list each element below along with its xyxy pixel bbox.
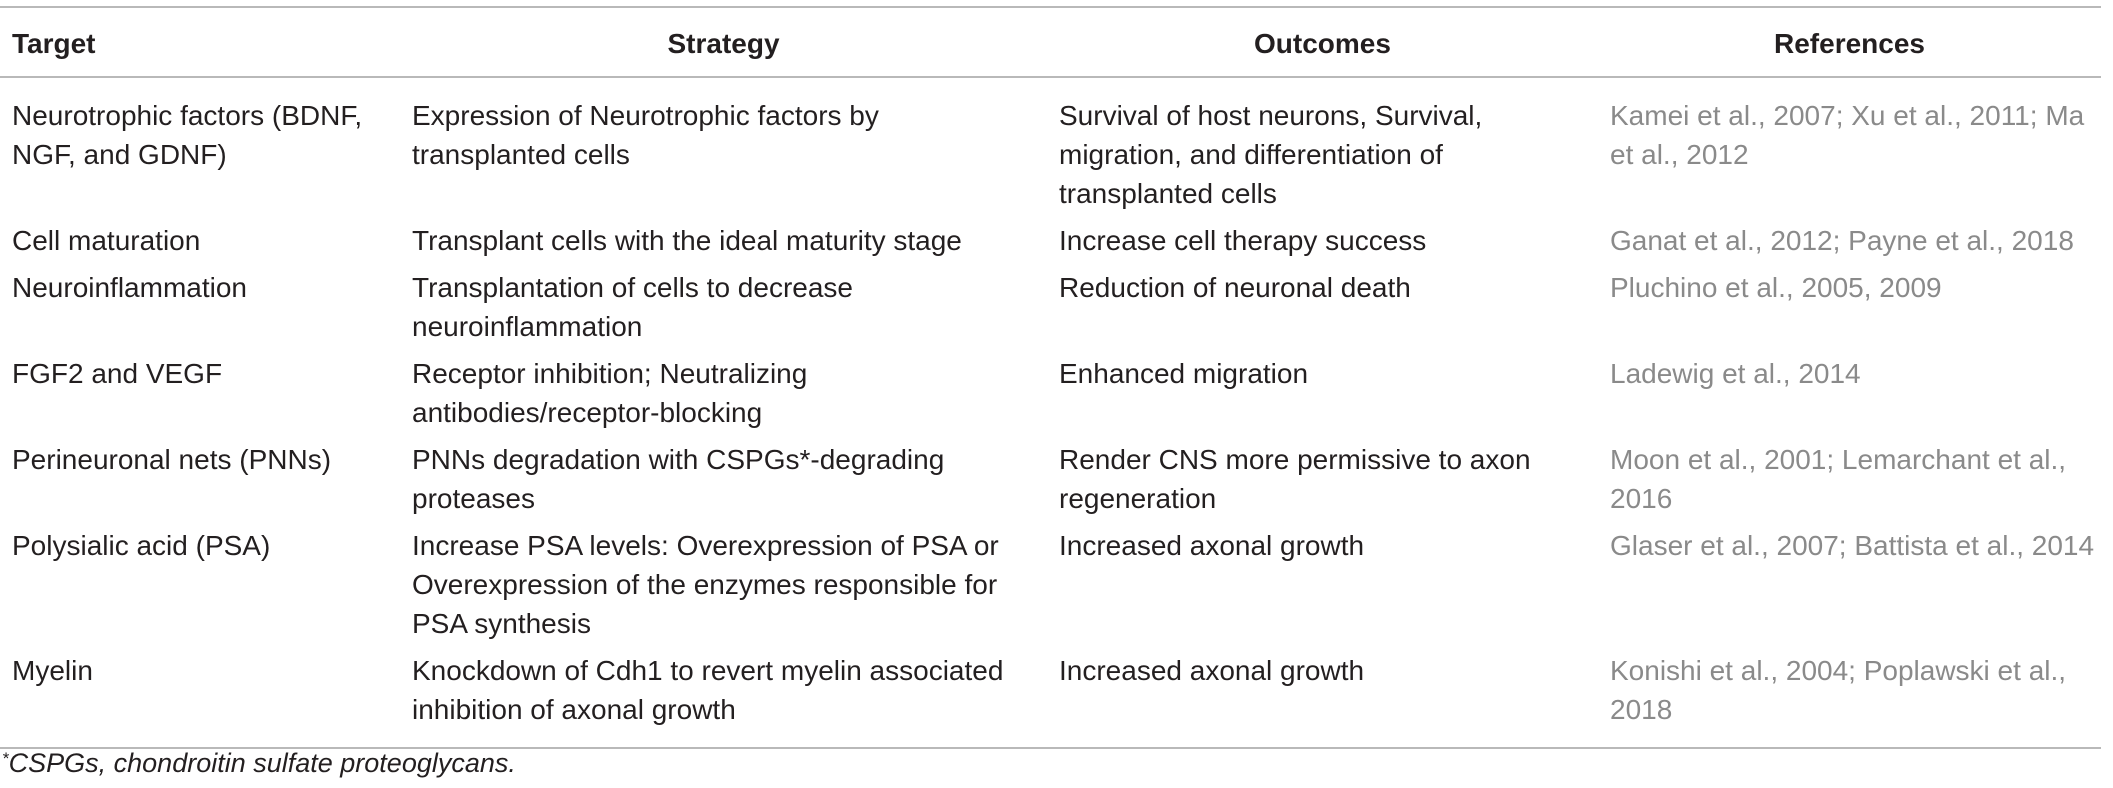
cell-target: Cell maturation bbox=[12, 225, 201, 256]
table-row bbox=[0, 651, 2101, 748]
cell-outcomes: Increase cell therapy success bbox=[1059, 225, 1427, 256]
cell-strategy: Transplantation of cells to decrease neuroinflammation bbox=[412, 272, 853, 342]
cell-strategy: Increase PSA levels: Overexpression of PSA or Overexpression of the enzymes responsible for PSA synthesis bbox=[412, 530, 999, 639]
table-row bbox=[0, 440, 2101, 526]
table-row bbox=[0, 526, 2101, 651]
cell-strategy: Expression of Neurotrophic factors by transplanted cells bbox=[412, 100, 879, 170]
cell-references[interactable]: Kamei et al., 2007; Xu et al., 2011; Ma et al., 2012 bbox=[1610, 100, 2085, 170]
header-references: References bbox=[1774, 27, 1925, 59]
table-row bbox=[0, 221, 2101, 268]
cell-strategy: Knockdown of Cdh1 to revert myelin associated inhibition of axonal growth bbox=[412, 655, 1004, 725]
cell-references[interactable]: Ganat et al., 2012; Payne et al., 2018 bbox=[1610, 225, 2074, 256]
cell-references[interactable]: Glaser et al., 2007; Battista et al., 2014 bbox=[1610, 530, 2095, 561]
cell-references[interactable]: Konishi et al., 2004; Poplawski et al., 2018 bbox=[1610, 655, 2067, 725]
header-row bbox=[0, 7, 2101, 77]
cell-target: Myelin bbox=[12, 655, 93, 686]
header-outcomes: Outcomes bbox=[1254, 27, 1391, 59]
cell-strategy: Receptor inhibition; Neutralizing antibodies/receptor-blocking bbox=[412, 358, 808, 428]
cell-outcomes: Increased axonal growth bbox=[1059, 530, 1365, 561]
table-row bbox=[0, 354, 2101, 440]
cell-references[interactable]: Moon et al., 2001; Lemarchant et al., 2016 bbox=[1610, 444, 2067, 514]
cell-target: Polysialic acid (PSA) bbox=[12, 530, 271, 561]
cell-outcomes: Render CNS more permissive to axon regeneration bbox=[1059, 444, 1531, 514]
cell-target: Neuroinflammation bbox=[12, 272, 247, 303]
cell-target: Perineuronal nets (PNNs) bbox=[12, 444, 332, 475]
cell-target: FGF2 and VEGF bbox=[12, 358, 223, 389]
cell-outcomes: Survival of host neurons, Survival, migration, and differentiation of transplanted cells bbox=[1059, 100, 1483, 209]
footnote-marker: * bbox=[2, 749, 9, 768]
cell-outcomes: Reduction of neuronal death bbox=[1059, 272, 1411, 303]
cell-references[interactable]: Ladewig et al., 2014 bbox=[1610, 358, 1861, 389]
table-body bbox=[0, 77, 2101, 748]
table-row bbox=[0, 268, 2101, 354]
cell-strategy: PNNs degradation with CSPGs*-degrading proteases bbox=[412, 444, 945, 514]
data-table-container bbox=[0, 6, 2113, 749]
header-target: Target bbox=[12, 27, 96, 59]
cell-strategy: Transplant cells with the ideal maturity stage bbox=[412, 225, 962, 256]
cell-outcomes: Increased axonal growth bbox=[1059, 655, 1365, 686]
header-strategy: Strategy bbox=[667, 27, 780, 59]
data-table bbox=[0, 6, 2101, 749]
cell-references[interactable]: Pluchino et al., 2005, 2009 bbox=[1610, 272, 1942, 303]
footnote-text: CSPGs, chondroitin sulfate proteoglycans. bbox=[8, 748, 516, 778]
table-row bbox=[0, 77, 2101, 221]
table-footnote bbox=[2, 748, 516, 779]
cell-target: Neurotrophic factors (BDNF, NGF, and GDNF) bbox=[12, 100, 363, 170]
cell-outcomes: Enhanced migration bbox=[1059, 358, 1309, 389]
table-header bbox=[0, 7, 2101, 77]
